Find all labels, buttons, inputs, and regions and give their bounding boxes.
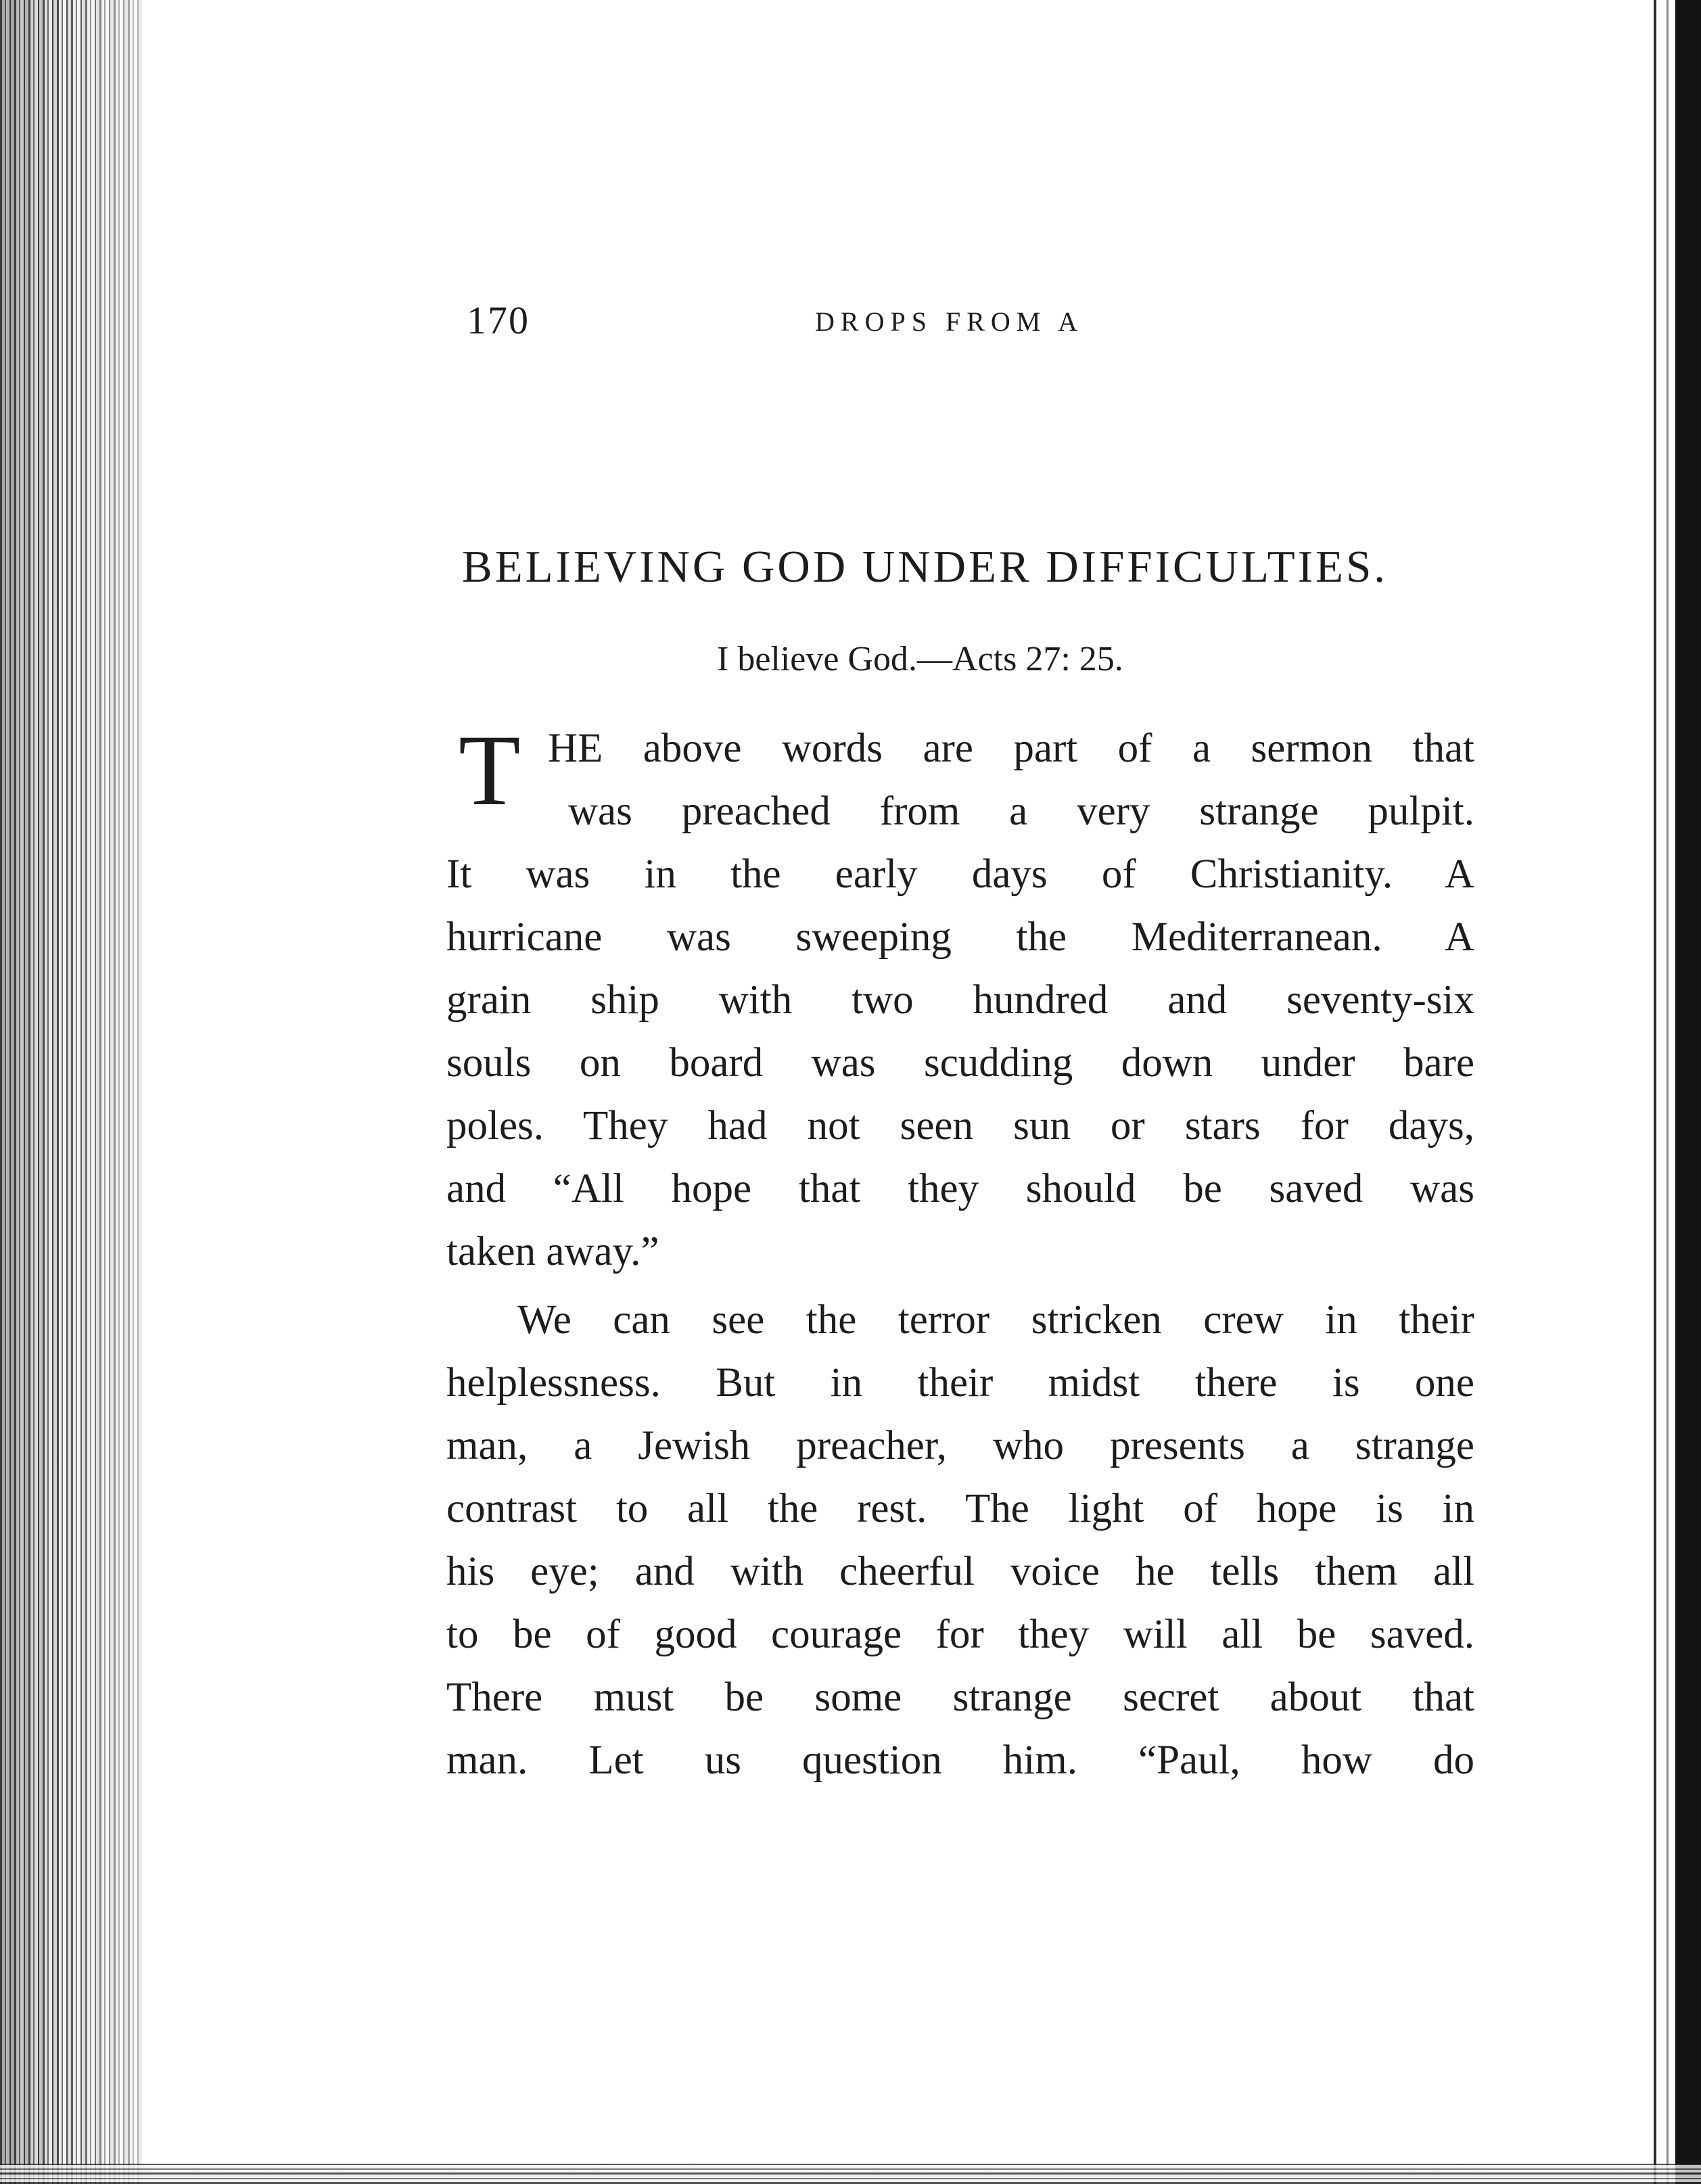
chapter-title: BELIEVING GOD UNDER DIFFICULTIES. xyxy=(462,542,1388,592)
text-line: It was in the early days of Christianity. A xyxy=(446,852,1474,897)
text-line: helplessness. But in their midst there is one xyxy=(446,1360,1474,1405)
text-line-content: HE above words are part of a sermon that xyxy=(548,726,1474,771)
text-line: contrast to all the rest. The light of hope is in xyxy=(446,1486,1474,1531)
text-line: man. Let us question him. “Paul, how do xyxy=(446,1738,1474,1783)
text-line: There must be some strange secret about that xyxy=(446,1675,1474,1720)
text-line: poles. They had not seen sun or stars for days, xyxy=(446,1103,1474,1148)
drop-cap: T xyxy=(459,714,521,827)
text-line: souls on board was scudding down under bare xyxy=(446,1040,1474,1086)
text-line: to be of good courage for they will all be saved. xyxy=(446,1612,1474,1657)
text-line: We can see the terror stricken crew in their xyxy=(517,1297,1474,1343)
text-line: his eye; and with cheerful voice he tells them all xyxy=(446,1549,1474,1594)
paragraph-2 xyxy=(446,1288,1474,1792)
text-line: taken away.” xyxy=(446,1229,659,1274)
text-line: was preached from a very strange pulpit. xyxy=(568,789,1474,834)
page-edge-bottom xyxy=(0,2164,1701,2184)
text-line: hurricane was sweeping the Mediterranean. A xyxy=(446,914,1474,960)
text-line: man, a Jewish preacher, who presents a strange xyxy=(446,1423,1474,1468)
page-stack-edge-left xyxy=(0,0,142,2184)
paragraph-gap xyxy=(446,1283,1474,1288)
text-line: grain ship with two hundred and seventy-six xyxy=(446,977,1474,1023)
body-text xyxy=(446,714,1474,1792)
page-number: 170 xyxy=(467,298,530,342)
running-title: DROPS FROM A xyxy=(815,306,1084,337)
text-line: and “All hope that they should be saved was xyxy=(446,1166,1474,1211)
epigraph: I believe God.—Acts 27: 25. xyxy=(717,640,1123,678)
paragraph-1 xyxy=(446,714,1474,1283)
running-head xyxy=(467,298,1684,358)
